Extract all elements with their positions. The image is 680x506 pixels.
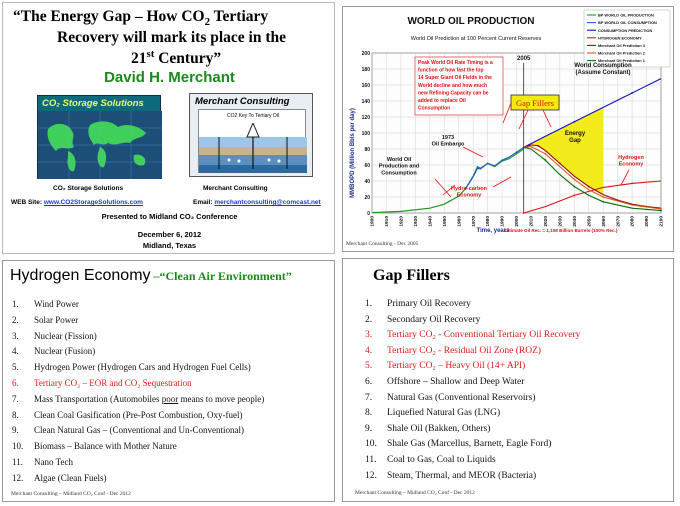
data-point <box>559 163 561 165</box>
world-consumption-label: World Consumption <box>574 63 632 69</box>
hydrogen-economy-list <box>12 297 264 487</box>
data-point <box>660 210 662 212</box>
reservoir-diagram <box>198 109 306 173</box>
list-item <box>12 423 264 439</box>
peak-timing-text: function of how fast the top <box>418 67 484 74</box>
world-production-label: Production and <box>378 163 420 170</box>
list-item <box>12 360 264 376</box>
list-item-number: 9. <box>365 423 373 434</box>
hydrocarbon-economy-label: Hydro-carbon <box>450 186 488 192</box>
x-tick-label: 2010 <box>529 216 535 227</box>
x-tick-label: 1970 <box>471 216 477 227</box>
data-point <box>545 153 547 155</box>
list-item-number: 5. <box>12 362 19 373</box>
list-item <box>365 453 580 469</box>
y-tick-label: 0 <box>367 210 370 217</box>
list-item-text: Mass Transportation (Automobiles poor means to move people) <box>34 393 265 404</box>
list-item-text: Clean Natural Gas – (Conventional and Un-Conventional) <box>34 425 244 436</box>
list-item-number: 5. <box>365 361 373 372</box>
title-line-1-end: Tertiary <box>210 8 269 25</box>
list-item-text: Nano Tech <box>34 456 73 467</box>
energy-gap-label: Gap <box>569 138 581 145</box>
list-item-text: Primary Oil Recovery <box>387 299 471 309</box>
x-axis-label: Time, years <box>476 228 510 234</box>
list-item-text: Natural Gas (Conventional Reservoirs) <box>387 392 536 403</box>
hydrogen-economy-label: Hydrogen <box>618 155 644 161</box>
hydrogen-economy-slide <box>2 260 335 502</box>
list-item-number: 3. <box>365 330 373 341</box>
data-point <box>573 121 575 123</box>
list-item-number: 12. <box>365 470 377 481</box>
world-production-label: Consumption <box>381 170 417 177</box>
clean-air-subtitle: “Clean Air Environment” <box>159 269 292 283</box>
list-item-text: Wind Power <box>34 299 79 309</box>
hydrogen-economy-title: Hydrogen Economy <box>10 267 151 284</box>
energy-gap-label: Energy <box>564 131 586 137</box>
list-item-number: 7. <box>365 392 373 403</box>
website-line <box>11 199 143 206</box>
list-item <box>12 439 264 455</box>
list-item-text: Tertiary CO₂ – EOR and CO₂ Sequestration <box>34 377 192 388</box>
y-tick-label: 80 <box>364 146 370 153</box>
slide-title <box>10 267 292 285</box>
author-name: David H. Merchant <box>104 69 235 86</box>
world-production-label: World Oil <box>386 157 412 163</box>
chart-legend <box>584 10 670 67</box>
list-item-text: Solar Power <box>34 314 79 325</box>
email-label: Email: <box>193 199 215 206</box>
list-item <box>12 408 264 424</box>
title-century: Century” <box>154 50 222 68</box>
slide3-footer: Merchant Consulting – Midland CO₂ Conf - Dec 2012 <box>11 491 131 497</box>
list-item-number: 11. <box>365 454 377 465</box>
title-slide <box>2 2 335 254</box>
y-tick-label: 140 <box>361 98 370 105</box>
list-item-text: Shale Gas (Marcellus, Barnett, Eagle Ford) <box>387 439 552 450</box>
list-item-number: 10. <box>365 439 377 450</box>
data-point <box>631 183 633 185</box>
data-point <box>523 212 525 214</box>
email-line <box>193 199 321 206</box>
data-point <box>487 163 489 165</box>
list-item-text: Coal to Gas, Coal to Liquids <box>387 454 496 465</box>
list-item <box>12 455 264 471</box>
legend-label: CONSUMPTION PREDICTION <box>598 27 653 33</box>
peak-timing-text: Consumption <box>418 105 451 112</box>
data-point <box>573 195 575 197</box>
list-item-text: Hydrogen Power (Hydrogen Cars and Hydrogen Fuel Cells) <box>34 362 251 373</box>
title-st-superscript: st <box>146 48 155 61</box>
y-tick-label: 120 <box>361 114 370 121</box>
y-tick-label: 20 <box>364 194 370 201</box>
list-item <box>365 359 580 375</box>
gap-fillers-slide <box>342 258 674 502</box>
y-tick-label: 180 <box>361 66 370 73</box>
x-tick-label: 2080 <box>630 216 636 227</box>
data-point <box>631 92 633 94</box>
x-tick-label: 1920 <box>399 216 405 227</box>
title-line-2: Recovery will mark its place in the <box>57 29 287 47</box>
y-tick-label: 40 <box>364 178 370 185</box>
ultimate-recovery-note: Ultimate Oil Rec. = 1,108 Billion Barrels (100% Rec.) <box>504 228 618 233</box>
x-tick-label: 2000 <box>515 216 521 227</box>
list-item-number: 12. <box>12 472 24 483</box>
y-tick-label: 200 <box>361 50 370 57</box>
x-tick-label: 1940 <box>428 216 434 227</box>
data-point <box>573 186 575 188</box>
mc-logo-header: Merchant Consulting <box>195 96 290 107</box>
data-point <box>537 145 539 147</box>
data-point <box>602 201 604 203</box>
emphasis-poor: poor <box>161 393 179 404</box>
oil-embargo-label: Oil Embargo <box>431 141 465 148</box>
gap-fillers-label: Gap Fillers <box>515 98 555 108</box>
data-point <box>516 151 518 153</box>
list-item-text: Tertiary CO₂ - Conventional Tertiary Oil Recovery <box>387 330 581 341</box>
list-item <box>365 437 580 453</box>
list-item-number: 2. <box>12 314 19 325</box>
list-item-text: Liquefied Natural Gas (LNG) <box>387 408 501 419</box>
list-item <box>12 329 264 345</box>
x-tick-label: 1910 <box>385 216 391 227</box>
title-line-3: 21 <box>131 50 147 68</box>
list-item <box>12 297 264 313</box>
chart-subtitle: World Oil Prediction at 100 Percent Current Reserves <box>410 36 542 42</box>
y-tick-label: 160 <box>361 82 370 89</box>
peak-timing-text: 14 Super Giant Oil Fields in the <box>418 75 492 82</box>
world-oil-production-slide <box>342 6 674 252</box>
list-item-number: 2. <box>365 314 373 325</box>
list-item-number: 1. <box>12 299 19 309</box>
x-tick-label: 2030 <box>558 216 564 227</box>
list-item <box>365 422 580 438</box>
data-point <box>602 196 604 198</box>
list-item-number: 3. <box>12 330 19 341</box>
list-item-text: Algae (Clean Fuels) <box>34 472 107 483</box>
list-item <box>12 471 264 487</box>
list-item-text: Nuclear (Fission) <box>34 330 97 341</box>
list-item-text: Tertiary CO₂ – Heavy Oil (14+ API) <box>387 361 526 372</box>
x-tick-label: 2070 <box>616 216 622 227</box>
x-tick-label: 1990 <box>500 216 506 227</box>
world-consumption-label: (Assume Constant) <box>575 70 631 77</box>
x-tick-label: 2090 <box>645 216 651 227</box>
list-item-text: Offshore – Shallow and Deep Water <box>387 376 525 387</box>
plot-area <box>362 51 665 227</box>
x-tick-label: 1980 <box>486 216 492 227</box>
co2-logo-header: CO₂ Storage Solutions <box>38 96 160 111</box>
list-item-number: 6. <box>12 377 19 388</box>
data-point <box>660 208 662 210</box>
list-item-text: Secondary Oil Recovery <box>387 314 481 325</box>
legend-label: BP WORLD OIL CONSUMPTION <box>598 20 657 26</box>
hydrocarbon-economy-label: Economy <box>456 192 482 199</box>
gap-fillers-title: Gap Fillers <box>373 267 450 284</box>
x-tick-label: 2050 <box>587 216 593 227</box>
list-item-text: Clean Coal Gasification (Pre-Post Combustion, Oxy-fuel) <box>34 409 243 420</box>
peak-timing-text: World decline and how much <box>418 82 488 89</box>
world-map-icon <box>38 111 162 179</box>
list-item-number: 6. <box>365 376 373 387</box>
list-item-number: 4. <box>365 345 373 356</box>
list-item <box>365 297 580 313</box>
list-item-text: Nuclear (Fusion) <box>34 346 96 357</box>
x-tick-label: 1950 <box>442 216 448 227</box>
list-item <box>12 313 264 329</box>
peak-timing-text: added to replace Oil <box>418 98 466 104</box>
x-tick-label: 1900 <box>370 216 376 227</box>
website-label: WEB Site: <box>11 199 44 206</box>
legend-label: Merchant Oil Prediction 2 <box>598 50 645 56</box>
list-item-number: 9. <box>12 425 19 436</box>
list-item <box>365 328 580 344</box>
list-item-number: 8. <box>12 409 19 420</box>
list-item-number: 4. <box>12 346 19 357</box>
gap-fillers-list <box>365 297 580 484</box>
peak-timing-text: Peak World Oil Rate Timing is a <box>418 60 493 66</box>
x-tick-label: 2040 <box>572 216 578 227</box>
email-link[interactable]: merchantconsulting@comcast.net <box>214 199 321 206</box>
data-point <box>477 167 479 169</box>
y-tick-label: 100 <box>361 130 370 137</box>
merchant-consulting-caption: Merchant Consulting <box>203 185 268 192</box>
merchant-consulting-logo <box>189 93 313 177</box>
list-item <box>365 469 580 485</box>
peak-timing-text: new Refining Capacity can be <box>418 90 489 97</box>
chart-title: WORLD OIL PRODUCTION <box>407 16 535 27</box>
chart-footer: Merchant Consulting - Dec 2005 <box>346 241 419 247</box>
title-dash: – <box>150 269 160 283</box>
x-tick-label: 1960 <box>457 216 463 227</box>
list-item <box>365 391 580 407</box>
slide4-footer: Merchant Consulting – Midland CO₂ Conf - Dec 2012 <box>355 490 475 496</box>
presentation-date: December 6, 2012 <box>137 230 202 239</box>
co2-storage-logo <box>37 95 161 179</box>
co2-storage-caption: CO₂ Storage Solutions <box>53 185 124 192</box>
list-item <box>365 313 580 329</box>
list-item-text: Biomass – Balance with Mother Nature <box>34 441 177 452</box>
list-item <box>12 344 264 360</box>
list-item-number: 11. <box>12 456 23 467</box>
list-item-number: 10. <box>12 441 24 452</box>
legend-label: Merchant Oil Prediction 1 <box>598 58 645 64</box>
list-item-text: Shale Oil (Bakken, Others) <box>387 423 491 434</box>
legend-label: HYDROGEN ECONOMY <box>598 35 642 41</box>
legend-label: BP WORLD OIL PRODUCTION <box>598 12 654 18</box>
x-tick-label: 2060 <box>601 216 607 227</box>
year-2005-label: 2005 <box>517 56 531 62</box>
list-item <box>365 344 580 360</box>
title-co2-subscript: 2 <box>204 16 211 29</box>
x-tick-label: 1930 <box>413 216 419 227</box>
list-item <box>365 406 580 422</box>
list-item <box>365 375 580 391</box>
y-tick-label: 60 <box>364 162 370 169</box>
x-tick-label: 2020 <box>544 216 549 227</box>
list-item <box>12 376 264 392</box>
data-point <box>545 159 547 161</box>
oil-rig-icon <box>199 123 307 173</box>
data-point <box>573 179 575 181</box>
mc-diagram-caption: CO2 Key To Tertiary Oil <box>226 113 280 119</box>
presentation-location: Midland, Texas <box>142 241 197 250</box>
legend-label: Merchant Oil Prediction 3 <box>598 43 645 48</box>
list-item-number: 1. <box>365 299 373 309</box>
list-item-number: 8. <box>365 408 373 419</box>
list-item-number: 7. <box>12 393 19 404</box>
data-point <box>588 186 590 188</box>
world-oil-production-chart <box>343 7 674 252</box>
list-item <box>12 392 264 408</box>
presented-to: Presented to Midland CO₂ Conference <box>101 212 238 221</box>
oil-embargo-label: 1973 <box>441 135 455 141</box>
list-item-text: Steam, Thermal, and MEOR (Bacteria) <box>387 470 537 481</box>
data-point <box>523 147 525 149</box>
presentation-title <box>13 9 333 67</box>
website-link[interactable]: www.CO2StorageSolutions.com <box>43 199 143 206</box>
x-tick-label: 2100 <box>659 216 665 227</box>
y-axis-label: MMBOPD (Million Bbls per day) <box>350 108 356 198</box>
title-line-1: “The Energy Gap – How CO <box>13 8 205 25</box>
hydrogen-economy-label: Economy <box>618 161 644 168</box>
data-point <box>501 159 503 161</box>
list-item-text: Tertiary CO₂ - Residual Oil Zone (ROZ) <box>387 345 542 356</box>
